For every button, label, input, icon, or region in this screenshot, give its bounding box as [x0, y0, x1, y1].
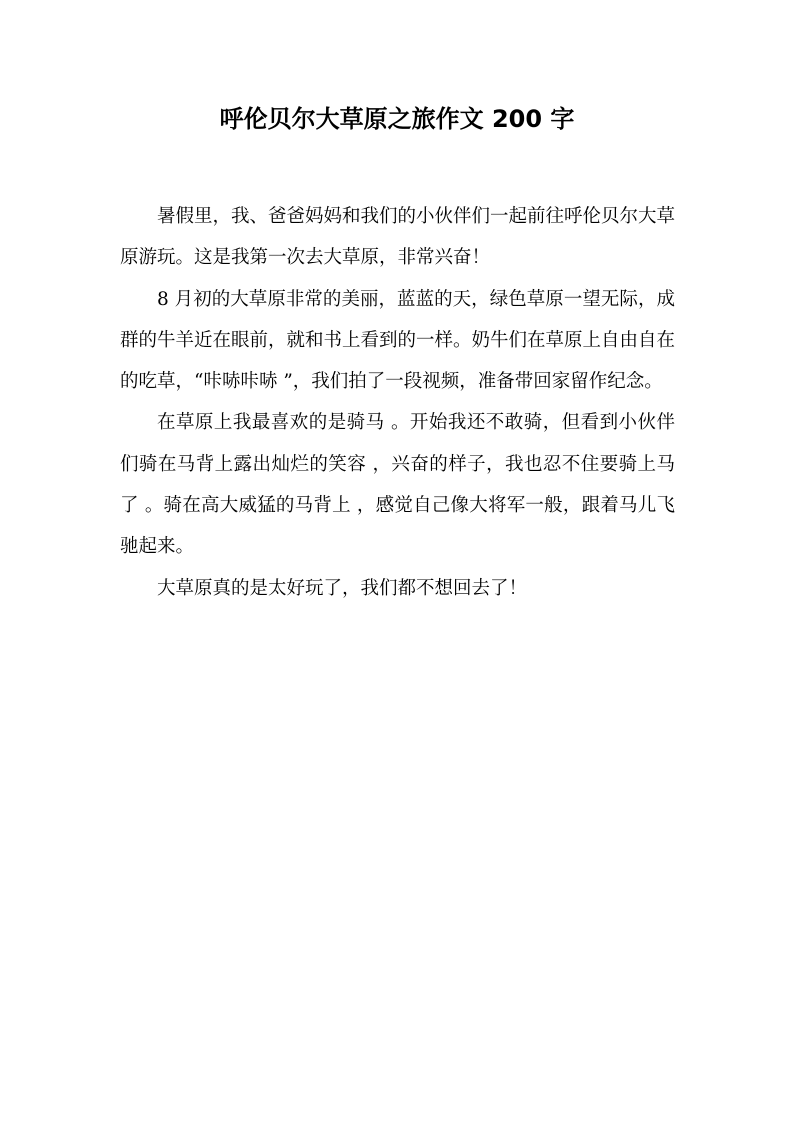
essay-body — [120, 196, 675, 609]
paragraph-2: 8 月初的大草原非常的美丽，蓝蓝的天，绿色草原一望无际，成群的牛羊近在眼前，就和书上看到的一样。奶牛们在草原上自由自在的吃草，“咔哧咔哧 ”，我们拍了一段视频，准备带回家留作纪念。 — [120, 288, 676, 393]
paragraph-3: 在草原上我最喜欢的是骑马 。开始我还不敢骑，但看到小伙伴们骑在马背上露出灿烂的笑容 ，兴奋的样子，我也忍不住要骑上马了 。骑在高大威猛的马背上 ，感觉自己像大将军一般，跟着马儿飞驰起来。 — [120, 412, 675, 558]
document-title: 呼伦贝尔大草原之旅作文 200 字 — [219, 105, 575, 133]
paragraph-4: 大草原真的是太好玩了，我们都不想回去了！ — [157, 577, 528, 599]
paragraph-1: 暑假里，我、爸爸妈妈和我们的小伙伴们一起前往呼伦贝尔大草原游玩。这是我第一次去大草原，非常兴奋！ — [120, 206, 676, 269]
